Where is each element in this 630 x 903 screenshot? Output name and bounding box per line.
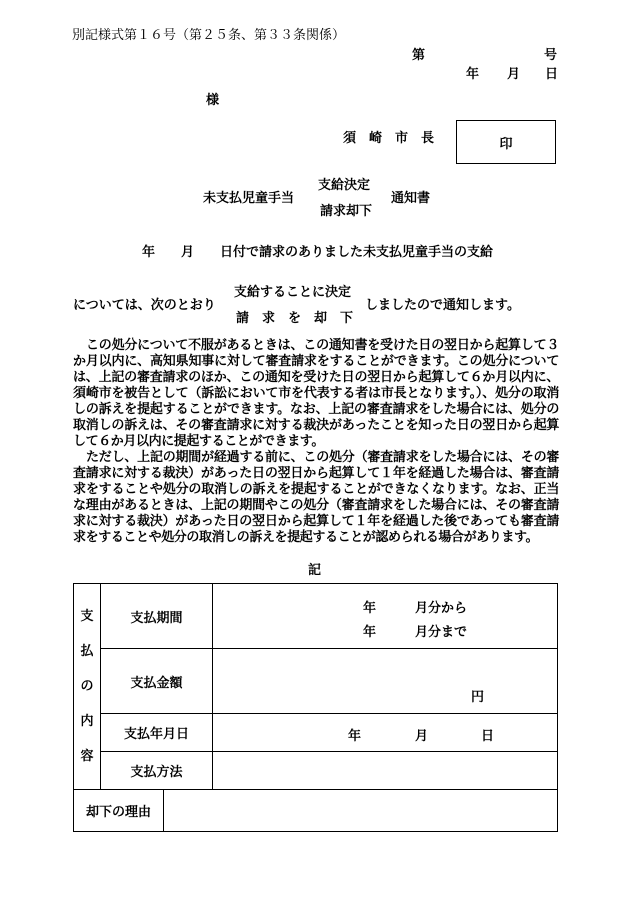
payment-amount-field[interactable] xyxy=(213,649,558,714)
payment-period-label: 支払期間 xyxy=(101,584,213,649)
title-prefix: 未支払児童手当 xyxy=(203,191,295,206)
payment-date-field[interactable] xyxy=(213,714,558,752)
seal-box xyxy=(456,120,556,164)
issue-date-day: 日 xyxy=(545,67,559,82)
addressee-honorific: 様 xyxy=(206,93,220,108)
payment-date-label: 支払年月日 xyxy=(101,714,213,752)
document-number-prefix: 第 xyxy=(412,48,426,63)
title-suffix: 通知書 xyxy=(391,191,431,206)
payment-details-table xyxy=(73,583,558,832)
seal-label: 印 xyxy=(499,137,513,152)
issuer-title: 須 崎 市 長 xyxy=(343,131,435,146)
period-to: 年 月分まで xyxy=(363,625,468,640)
title-option-reject: 請求却下 xyxy=(320,204,373,219)
intro-option-grant: 支給することに決定 xyxy=(234,285,352,300)
form-number: 別記様式第１６号（第２５条、第３３条関係） xyxy=(72,28,346,43)
payment-date-day: 日 xyxy=(481,729,495,744)
appeal-notice xyxy=(73,338,559,546)
title-option-grant: 支給決定 xyxy=(318,178,371,193)
side-char-3: の xyxy=(80,679,94,694)
issue-date-year: 年 xyxy=(466,67,480,82)
payment-amount-label: 支払金額 xyxy=(101,649,213,714)
document-number-suffix: 号 xyxy=(544,48,558,63)
payment-method-label: 支払方法 xyxy=(101,752,213,790)
payment-period-field[interactable] xyxy=(213,584,558,649)
period-from: 年 月分から xyxy=(363,601,468,616)
appeal-notice-para2: ただし、上記の期間が経過する前に、この処分（審査請求をした場合には、その審査請求に対する裁決）があった日の翌日から起算して１年を経過した場合は、審査請求をすることや処分の取消しの訴えを提起することができなくなります。なお、正当な理由があるときは、上記の期間やこの処分（審査請求をした場合には、その審査請求に対する裁決）があった日の翌日から起算して１年を経過した後であっても審査請求をすることや処分の取消しの訴えを提起することが認められる場合があります。 xyxy=(73,450,559,545)
payment-date-year: 年 xyxy=(348,729,362,744)
payment-method-field[interactable] xyxy=(213,752,558,790)
issue-date-month: 月 xyxy=(507,67,521,82)
ki-marker: 記 xyxy=(308,563,322,578)
amount-unit: 円 xyxy=(471,690,485,705)
side-char-1: 支 xyxy=(80,609,94,624)
appeal-notice-para1: この処分について不服があるときは、この通知書を受けた日の翌日から起算して３か月以内に、高知県知事に対して審査請求をすることができます。この処分については、上記の審査請求のほか、この通知を受けた日の翌日から起算して６か月以内に、須崎市を被告として（訴訟において市を代表する者は市長となります。）、処分の取消しの訴えを提起することができます。なお、上記の審査請求をした場合には、処分の取消しの訴えは、その審査請求に対する裁決があったことを知った日の翌日から起算して６か月以内に提起することができます。 xyxy=(73,338,559,449)
reject-reason-label: 却下の理由 xyxy=(74,790,164,832)
intro-line2-prefix: については、次のとおり xyxy=(73,298,216,313)
intro-option-reject: 請 求 を 却 下 xyxy=(236,311,354,326)
intro-line2-suffix: しましたので通知します。 xyxy=(365,298,520,313)
side-char-5: 容 xyxy=(80,749,94,764)
side-char-2: 払 xyxy=(80,644,94,659)
intro-line1: 年 月 日付で請求のありました未支払児童手当の支給 xyxy=(142,245,494,260)
side-char-4: 内 xyxy=(80,714,94,729)
payment-content-side-label xyxy=(74,584,101,790)
reject-reason-field[interactable] xyxy=(164,790,558,832)
payment-date-month: 月 xyxy=(415,729,429,744)
